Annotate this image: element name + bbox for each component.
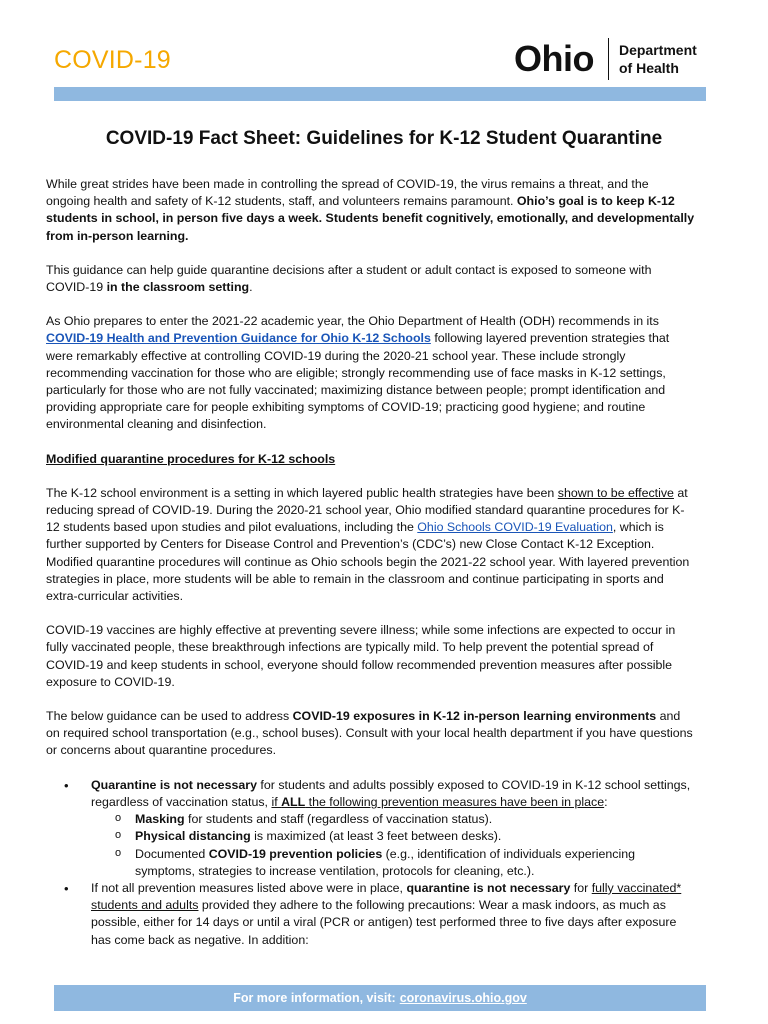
effective-underline: shown to be effective [557,485,674,500]
bullet1-all: ALL [281,794,306,809]
sub-distancing: Physical distancing [135,829,251,844]
bullet1-if: if [271,794,282,809]
odh-logo [514,36,697,82]
guidance-text: This guidance can help guide quarantine decisions after a student or adult contact is exposed to someone with COVID-19 [46,262,652,295]
footer-link[interactable]: coronavirus.ohio.gov [399,991,527,1005]
sub-policies: COVID-19 prevention policies [208,846,383,861]
logo-wordmark: Ohio [514,38,594,79]
environment-text-1: The K-12 school environment is a setting in which layered public health strategies have been [46,485,558,500]
bullet1-colon: : [604,794,608,809]
intro-paragraph [46,176,696,245]
logo-divider [608,38,609,80]
footer-bar [54,985,706,1011]
vaccines-paragraph: COVID-19 vaccines are highly effective at preventing severe illness; while some infections are expected to occur in fully vaccinated people, these breakthrough infections are typically mild. To help prevent the potential spread of COVID-19 and keep students in school, everyone should follow recommended prevention measures after possible exposure to COVID-19. [46,623,676,689]
intro-goal: Ohio’s goal is to keep K-12 students in school, in person five days a week. Students benefit cognitively, emotionally, and developmentally from in-person learning. [46,194,695,243]
evaluation-link[interactable]: Ohio Schools COVID-19 Evaluation [417,520,613,535]
logo-department [619,41,697,77]
environment-text-3: , which is further supported by Centers for Disease Control and Prevention’s (CDC’s) new Close Contact K-12 Exception. Modified quarantine procedures will continue as Ohio schools begin the 2021-22 school year. With layered prevention strategies in place, more students will be able to remain in the classroom and continue participating in sports and extra-curricular activities. [46,520,690,604]
list-item [91,828,696,845]
bullet2-for: for [570,880,592,895]
list-item [91,811,696,828]
list-item [46,777,696,880]
list-item [91,846,696,880]
document-body [46,176,696,949]
page-title: COVID-19 Fact Sheet: Guidelines for K-12 Student Quarantine [105,128,663,149]
prevention-paragraph [46,313,696,433]
sub-policies-pre: Documented [135,846,209,861]
bullet2-text-2: provided they adhere to the following precautions: Wear a mask indoors, as much as possible, either for 14 days or until a viral (PCR or antigen) test performed three to five days after exposure has come back as negative. In addition: [91,898,677,947]
guidance-end: . [249,280,253,295]
bullet2-emphasis: quarantine is not necessary [406,880,571,895]
bullet1-text: for students and adults possibly exposed to COVID-19 in K-12 school settings, regardless of vaccination status, [91,777,691,809]
covid-tag: COVID-19 [54,46,171,74]
header-rule [54,87,706,101]
exposures-paragraph [46,708,696,760]
bullet1-underline [271,795,604,809]
environment-paragraph [46,485,696,605]
bullet1-condition: the following prevention measures have been in place [305,794,605,809]
exposures-emphasis: COVID-19 exposures in K-12 in-person learning environments [292,709,657,724]
environment-text-2: at reducing spread of COVID-19. During the 2020-21 school year, Ohio modified standard quarantine procedures for K-12 students based upon studies and pilot evaluations, including the [46,485,688,535]
dept-line-2: of Health [618,60,679,76]
bullet2-underline: fully vaccinated* students and adults [91,880,682,913]
sub-policies-text: (e.g., identification of individuals experiencing symptoms, strategies to increase ventilation, protocols for cleaning, etc.). [135,846,635,878]
page-header [0,0,768,100]
dept-line-1: Department [618,42,697,58]
exposures-text-2: and on required school transportation (e.g., school buses). Consult with your local health department if you have questions or concerns about quarantine procedures. [46,709,693,758]
guidance-emphasis: in the classroom setting [106,280,250,295]
exposures-text-1: The below guidance can be used to address [46,709,293,724]
sub-masking: Masking [135,812,185,827]
bullet2-text-1: If not all prevention measures listed above were in place, [91,880,407,895]
guidance-link[interactable]: COVID-19 Health and Prevention Guidance for Ohio K-12 Schools [46,331,431,346]
guidance-paragraph [46,262,696,296]
list-item [46,880,696,949]
measures-sublist [91,811,696,880]
section-heading: Modified quarantine procedures for K-12 schools [46,451,336,466]
bullet1-emphasis: Quarantine is not necessary [91,777,257,792]
intro-text: While great strides have been made in controlling the spread of COVID-19, the virus remains a threat, and the ongoing health and safety of K-12 students, staff, and volunteers remains paramount. [46,177,649,209]
sub-distancing-text: is maximized (at least 3 feet between desks). [250,829,502,844]
prevention-text-2: following layered prevention strategies that were remarkably effective at controlling COVID-19 during the 2020-21 school year. These include strongly recommending vaccination for those who are eligible; strongly recommending use of face masks in K-12 settings, particularly for those who are not fully vaccinated; maximizing distance between people; prompt identification and providing appropriate care for people exhibiting symptoms of COVID-19; practicing good hygiene; and routine environmental cleaning and disinfection. [46,331,670,432]
quarantine-list [46,777,696,949]
prevention-text-1: As Ohio prepares to enter the 2021-22 academic year, the Ohio Department of Health (ODH) recommends in its [46,314,659,329]
footer-label: For more information, visit: [233,991,396,1005]
sub-masking-text: for students and staff (regardless of vaccination status). [184,812,493,827]
